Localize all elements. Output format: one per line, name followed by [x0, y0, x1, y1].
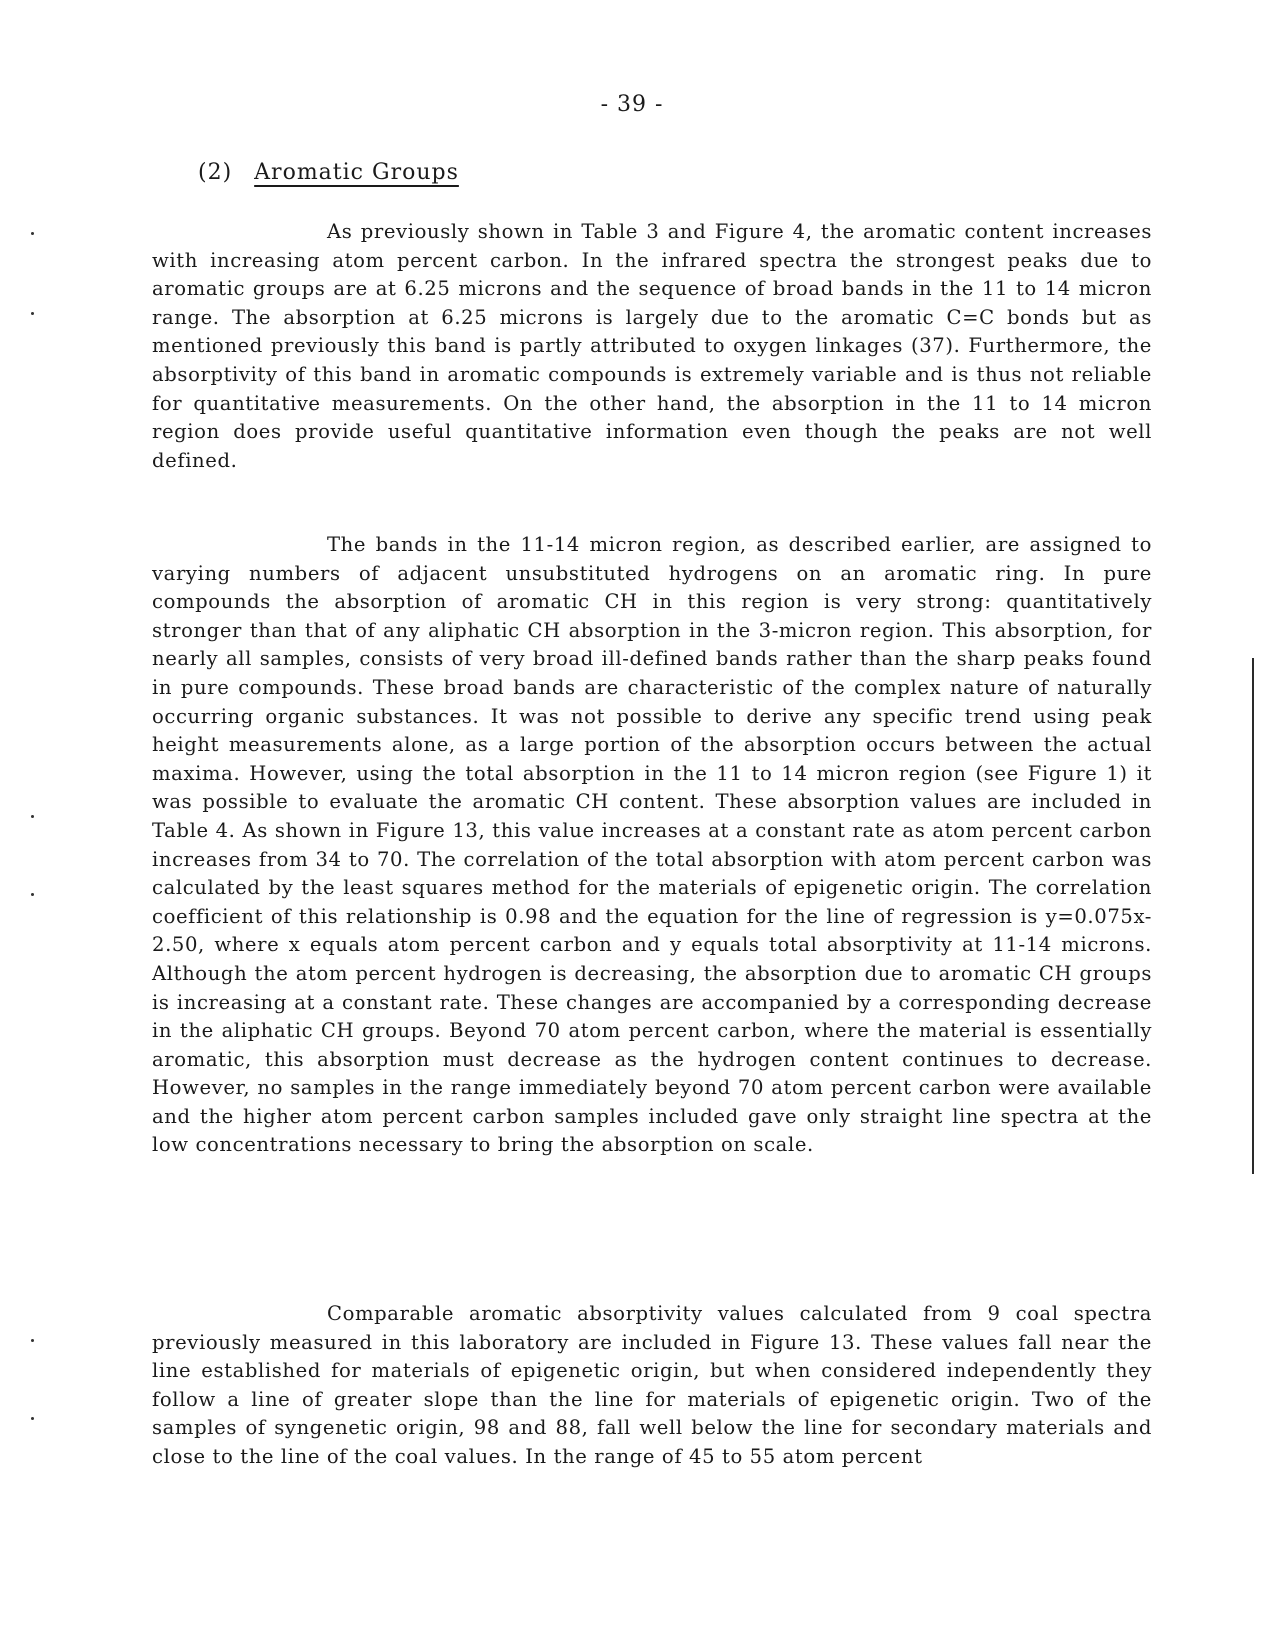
scan-speck: [31, 893, 34, 896]
page-number: - 39 -: [600, 92, 664, 117]
section-heading: [198, 160, 467, 185]
paragraph-2: [152, 531, 1152, 1160]
section-number: (2): [198, 160, 233, 185]
scan-speck: [31, 815, 34, 818]
paragraph-1: [152, 218, 1152, 475]
paragraph-3: [152, 1300, 1152, 1472]
paragraph-text: As previously shown in Table 3 and Figure 4, the aromatic content increases with increasing atom percent carbon. In the infrared spectra the strongest peaks due to aromatic groups are at 6.25 microns and the sequence of broad bands in the 11 to 14 micron range. The absorption at 6.25 microns is largely due to the aromatic C=C bonds but as mentioned previously this band is partly attributed to oxygen linkages (37). Furthermore, the absorptivity of this band in aromatic compounds is extremely variable and is thus not reliable for quantitative measurements. On the other hand, the absorption in the 11 to 14 micron region does provide useful quantitative information even though the peaks are not well defined.: [152, 220, 1152, 472]
scan-speck: [31, 312, 34, 315]
paragraph-text: The bands in the 11-14 micron region, as described earlier, are assigned to varying numbers of adjacent unsubstituted hydrogens on an aromatic ring. In pure compounds the absorption of aromatic CH in this region is very strong: quantitatively stronger than that of any aliphatic CH absorption in the 3-micron region. This absorption, for nearly all samples, consists of very broad ill-defined bands rather than the sharp peaks found in pure compounds. These broad bands are characteristic of the complex nature of naturally occurring organic substances. It was not possible to derive any specific trend using peak height measurements alone, as a large portion of the absorption occurs between the actual maxima. However, using the total absorption in the 11 to 14 micron region (see Figure 1) it was possible to evaluate the aromatic CH content. These absorption values are included in Table 4. As shown in Figure 13, this value increases at a constant rate as atom percent carbon increases from 34 to 70. The correlation of the total absorption with atom percent carbon was calculated by the least squares method for the materials of epigenetic origin. The correlation coefficient of this relationship is 0.98 and the equation for the line of regression is y=0.075x-2.50, where x equals atom percent carbon and y equals total absorptivity at 11-14 microns. Although the atom percent hydrogen is decreasing, the absorption due to aromatic CH groups is increasing at a constant rate. These changes are accompanied by a corresponding decrease in the aliphatic CH groups. Beyond 70 atom percent carbon, where the material is essentially aromatic, this absorption must decrease as the hydrogen content continues to decrease. However, no samples in the range immediately beyond 70 atom percent carbon were available and the higher atom percent carbon samples included gave only straight line spectra at the low concentrations necessary to bring the absorption on scale.: [152, 533, 1152, 1157]
scan-speck: [31, 1417, 34, 1420]
margin-change-bar: [1252, 658, 1254, 1174]
paragraph-text: Comparable aromatic absorptivity values calculated from 9 coal spectra previously measured in this laboratory are included in Figure 13. These values fall near the line established for materials of epigenetic origin, but when considered independently they follow a line of greater slope than the line for materials of epigenetic origin. Two of the samples of syngenetic origin, 98 and 88, fall well below the line for secondary materials and close to the line of the coal values. In the range of 45 to 55 atom percent: [152, 1302, 1152, 1468]
scan-speck: [31, 232, 34, 235]
section-title: Aromatic Groups: [254, 160, 459, 185]
scan-speck: [31, 1339, 34, 1342]
